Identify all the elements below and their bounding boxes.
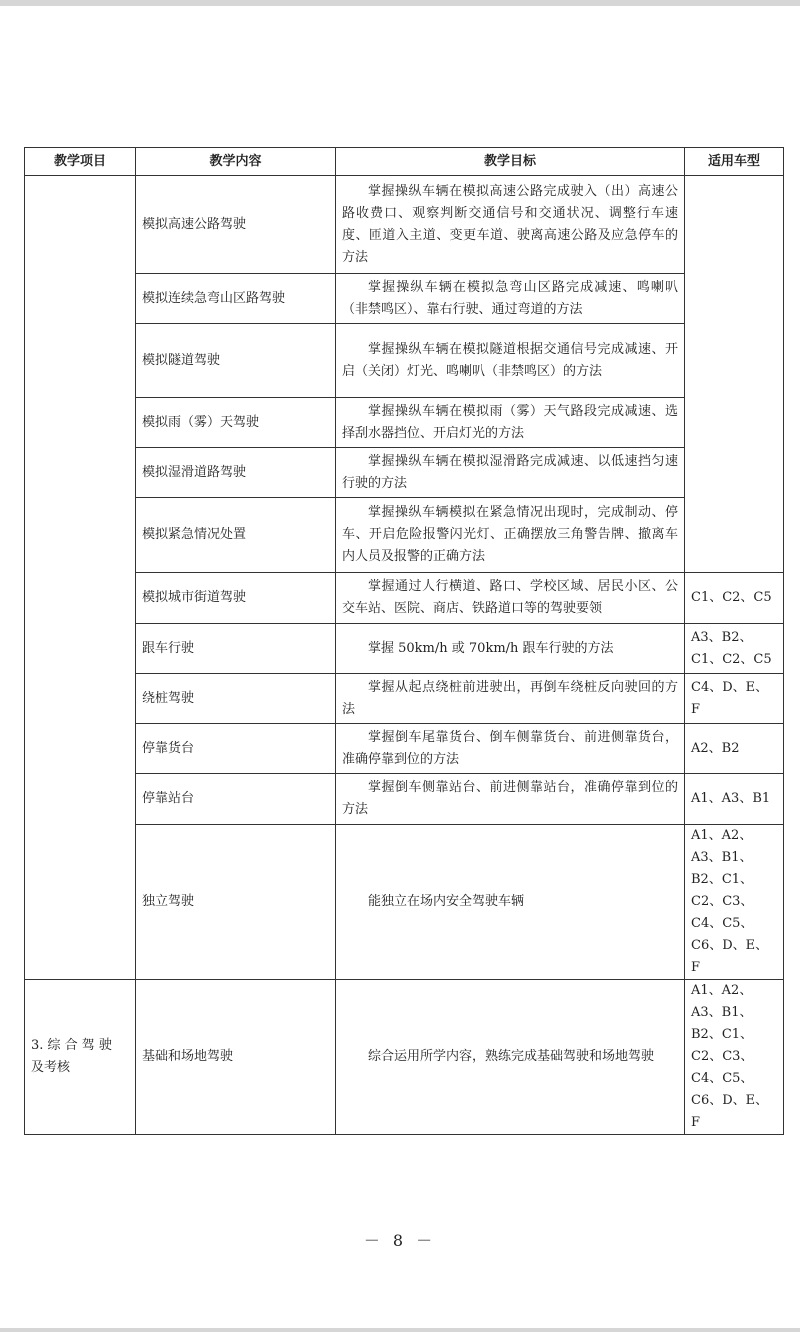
goal-cell: 掌握操纵车辆在模拟雨（雾）天气路段完成减速、选择刮水器挡位、开启灯光的方法 [336,398,685,448]
vehicle-cell-empty [685,176,784,573]
project-cell-empty [25,176,136,980]
content-cell: 模拟紧急情况处置 [136,498,336,573]
goal-cell: 掌握通过人行横道、路口、学校区域、居民小区、公交车站、医院、商店、铁路道口等的驾驶要领 [336,573,685,624]
content-cell: 模拟高速公路驾驶 [136,176,336,274]
header-goal: 教学目标 [336,148,685,176]
content-cell: 模拟连续急弯山区路驾驶 [136,274,336,324]
goal-cell: 掌握操纵车辆在模拟急弯山区路完成减速、鸣喇叭（非禁鸣区）、靠右行驶、通过弯道的方法 [336,274,685,324]
table-row [25,724,784,774]
curriculum-table [24,147,784,1135]
content-cell: 模拟湿滑道路驾驶 [136,448,336,498]
header-project: 教学项目 [25,148,136,176]
goal-cell: 能独立在场内安全驾驶车辆 [336,825,685,980]
content-cell: 停靠站台 [136,774,336,825]
goal-cell: 掌握操纵车辆在模拟隧道根据交通信号完成减速、开启（关闭）灯光、鸣喇叭（非禁鸣区）的方法 [336,324,685,398]
content-cell: 独立驾驶 [136,825,336,980]
goal-cell: 掌握倒车侧靠站台、前进侧靠站台，准确停靠到位的方法 [336,774,685,825]
top-strip [0,0,800,6]
vehicle-cell: A2、B2 [685,724,784,774]
table-row [25,498,784,573]
table-row [25,774,784,825]
header-content: 教学内容 [136,148,336,176]
vehicle-cell: A3、B2、C1、C2、C5 [685,624,784,674]
table-row [25,448,784,498]
content-cell: 模拟雨（雾）天驾驶 [136,398,336,448]
content-cell: 基础和场地驾驶 [136,980,336,1135]
table-row [25,274,784,324]
project-cell: 3. 综 合 驾 驶 及考核 [25,980,136,1135]
bottom-strip [0,1328,800,1332]
table-row [25,624,784,674]
table-row [25,324,784,398]
goal-cell: 综合运用所学内容，熟练完成基础驾驶和场地驾驶 [336,980,685,1135]
goal-cell: 掌握操纵车辆在模拟湿滑路完成减速、以低速挡匀速行驶的方法 [336,448,685,498]
vehicle-cell: A1、A3、B1 [685,774,784,825]
vehicle-cell: A1、A2、A3、B1、B2、C1、C2、C3、C4、C5、C6、D、E、F [685,980,784,1135]
goal-cell: 掌握操纵车辆模拟在紧急情况出现时，完成制动、停车、开启危险报警闪光灯、正确摆放三角警告牌、撤离车内人员及报警的正确方法 [336,498,685,573]
table-row [25,980,784,1135]
table-row [25,674,784,724]
goal-cell: 掌握倒车尾靠货台、倒车侧靠货台、前进侧靠货台，准确停靠到位的方法 [336,724,685,774]
goal-cell: 掌握从起点绕桩前进驶出，再倒车绕桩反向驶回的方法 [336,674,685,724]
header-vehicle: 适用车型 [685,148,784,176]
content-cell: 跟车行驶 [136,624,336,674]
content-cell: 停靠货台 [136,724,336,774]
table-row [25,573,784,624]
table-row [25,176,784,274]
page-number: － 8 － [363,1231,437,1250]
table-row [25,398,784,448]
content-cell: 模拟隧道驾驶 [136,324,336,398]
table-row [25,825,784,980]
goal-cell: 掌握操纵车辆在模拟高速公路完成驶入（出）高速公路收费口、观察判断交通信号和交通状况、调整行车速度、匝道入主道、变更车道、驶离高速公路及应急停车的方法 [336,176,685,274]
vehicle-cell: C4、D、E、F [685,674,784,724]
goal-cell: 掌握 50km/h 或 70km/h 跟车行驶的方法 [336,624,685,674]
table-header-row [25,148,784,176]
content-cell: 模拟城市街道驾驶 [136,573,336,624]
vehicle-cell: C1、C2、C5 [685,573,784,624]
content-cell: 绕桩驾驶 [136,674,336,724]
vehicle-cell: A1、A2、A3、B1、B2、C1、C2、C3、C4、C5、C6、D、E、F [685,825,784,980]
